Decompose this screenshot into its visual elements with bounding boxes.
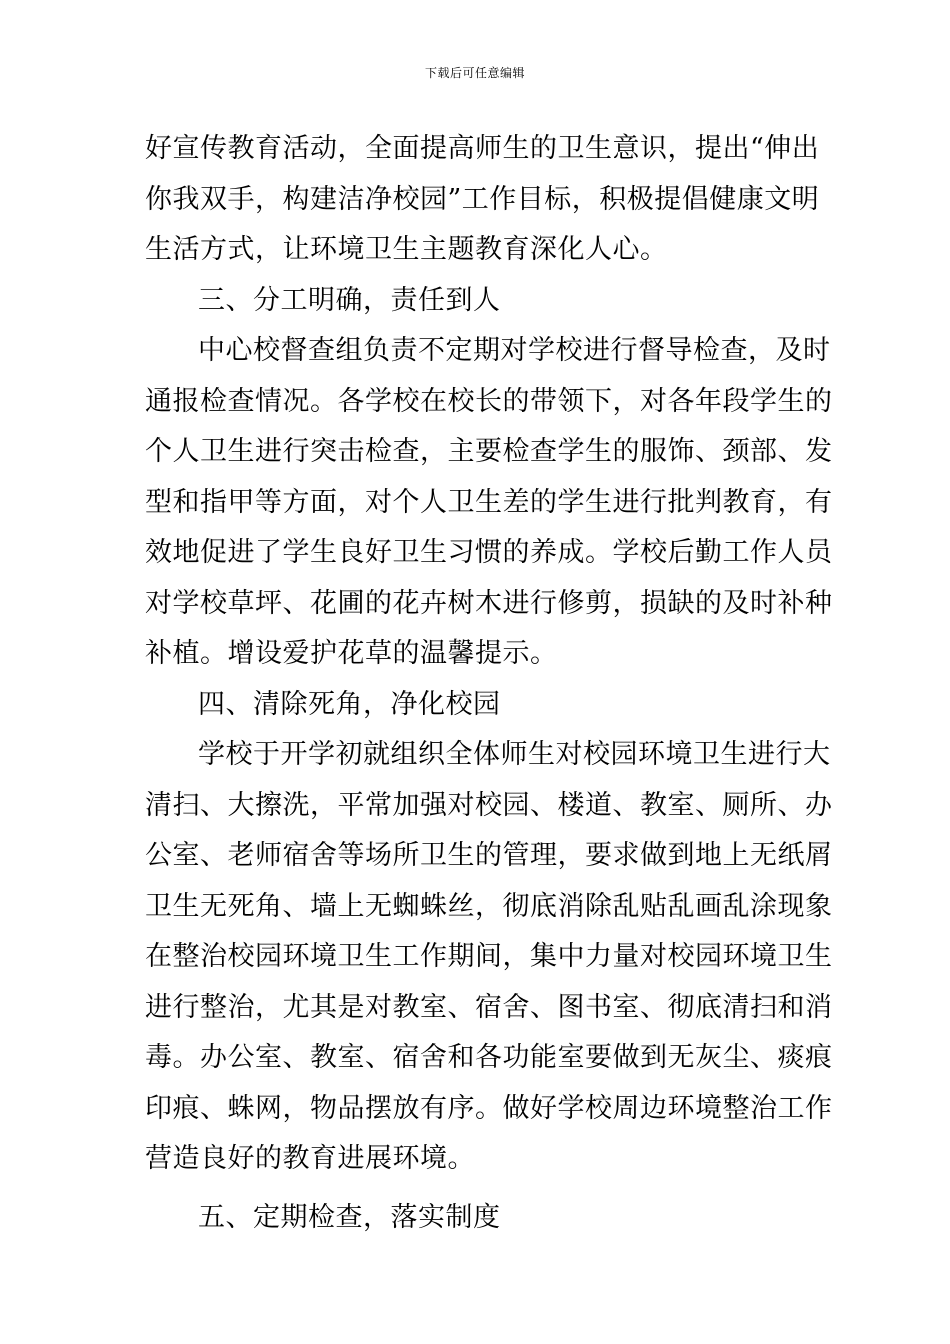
text-line: 印痕、蛛网，物品摆放有序。做好学校周边环境整治工作 [145,1092,833,1124]
document-body [145,124,833,1243]
paragraph-gap [145,1185,805,1193]
page-header: 下载后可任意编辑 [424,66,525,80]
text-line: 好宣传教育活动，全面提高师生的卫生意识，提出“伸出 [145,133,820,164]
text-line: 卫生无死角、墙上无蜘蛛丝，彻底消除乱贴乱画乱涂现象 [145,890,833,922]
text-line: 通报检查情况。各学校在校长的带领下，对各年段学生的 [145,385,833,417]
text-line: 营造良好的教育进展环境。 [145,1143,475,1174]
text-line: 进行整治，尤其是对教室、宿舍、图书室、彻底清扫和消 [145,991,833,1023]
text-line: 学校于开学初就组织全体师生对校园环境卫生进行大 [198,739,831,770]
section-heading-3: 三、分工明确，责任到人 [198,284,501,316]
text-line: 型和指甲等方面，对个人卫生差的学生进行批判教育，有 [145,486,833,518]
text-line: 补植。增设爱护花草的温馨提示。 [145,638,558,669]
text-line: 清扫、大擦洗，平常加强对校园、楼道、教室、厕所、办 [145,789,833,821]
section-heading-5: 五、定期检查，落实制度 [198,1201,501,1233]
text-line: 中心校督查组负责不定期对学校进行督导检查，及时 [198,335,831,366]
text-line: 毒。办公室、教室、宿舍和各功能室要做到无灰尘、痰痕 [145,1042,833,1073]
text-line: 公室、老师宿舍等场所卫生的管理，要求做到地上无纸屑 [145,840,833,871]
text-line: 个人卫生进行突击检查，主要检查学生的服饰、颈部、发 [145,436,833,467]
text-line: 你我双手，构建洁净校园”工作目标，积极提倡健康文明 [145,183,820,215]
text-line: 在整治校园环境卫生工作期间，集中力量对校园环境卫生 [145,941,833,972]
text-line: 对学校草坪、花圃的花卉树木进行修剪，损缺的及时补种 [145,587,833,619]
text-line: 效地促进了学生良好卫生习惯的养成。学校后勤工作人员 [145,537,833,568]
section-heading-4: 四、清除死角，净化校园 [198,688,501,720]
text-line: 生活方式，让环境卫生主题教育深化人心。 [145,234,668,265]
